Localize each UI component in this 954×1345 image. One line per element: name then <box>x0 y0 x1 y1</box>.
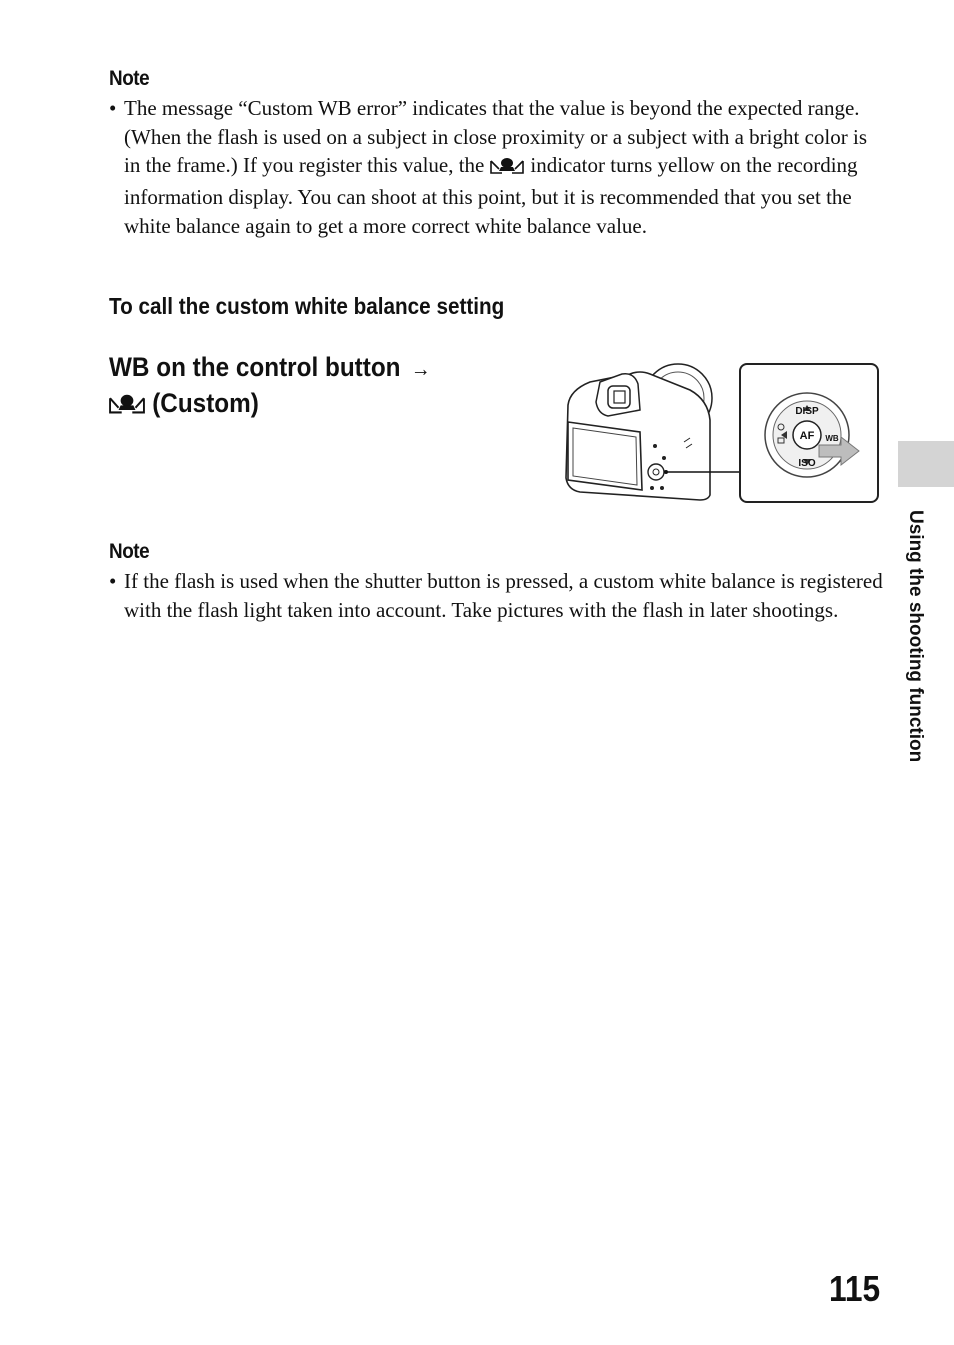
note-text-part1: The message “Custom WB error” indicates that the value is beyond the expected range. (When the flash is used on a subject in close proximity or a subject with a bright color is in the frame.) If you register this value, the <box>124 96 867 178</box>
note-heading: Note <box>109 67 150 90</box>
custom-wb-icon <box>490 154 524 183</box>
disp-label: DISP <box>795 406 819 417</box>
note-bullet <box>109 94 884 241</box>
note-text <box>124 94 884 241</box>
page-number: 115 <box>828 1268 880 1309</box>
iso-label: ISO <box>798 458 816 469</box>
note-text-part2: indicator turns yellow on the recording information display. You can shoot at this point, but it is recommended that you set the white balance again to get a more correct white balance value. <box>124 153 858 238</box>
section-tab <box>898 441 954 487</box>
step-heading <box>109 350 431 424</box>
section-heading: To call the custom white balance setting <box>109 293 505 319</box>
controller-inset <box>739 363 879 503</box>
step-line-1 <box>109 350 431 386</box>
step-line-2-text: (Custom) <box>152 388 259 418</box>
bullet-dot: • <box>109 569 117 593</box>
custom-wb-icon <box>109 389 145 424</box>
note-text-2: If the flash is used when the shutter button is pressed, a custom white balance is registered with the flash light taken into account. Take pictures with the flash in later shootings. <box>124 569 883 622</box>
af-label: AF <box>799 430 815 442</box>
section-side-label: Using the shooting function <box>905 510 926 763</box>
bullet-dot: • <box>109 96 117 120</box>
note-heading-2: Note <box>109 540 150 563</box>
note-bullet-2 <box>109 567 884 624</box>
step-line-1-text: WB on the control button <box>109 352 401 382</box>
step-line-2 <box>109 386 431 424</box>
arrow-icon: → <box>410 356 431 381</box>
wb-label: WB <box>825 434 839 443</box>
camera-illustration <box>560 360 760 510</box>
